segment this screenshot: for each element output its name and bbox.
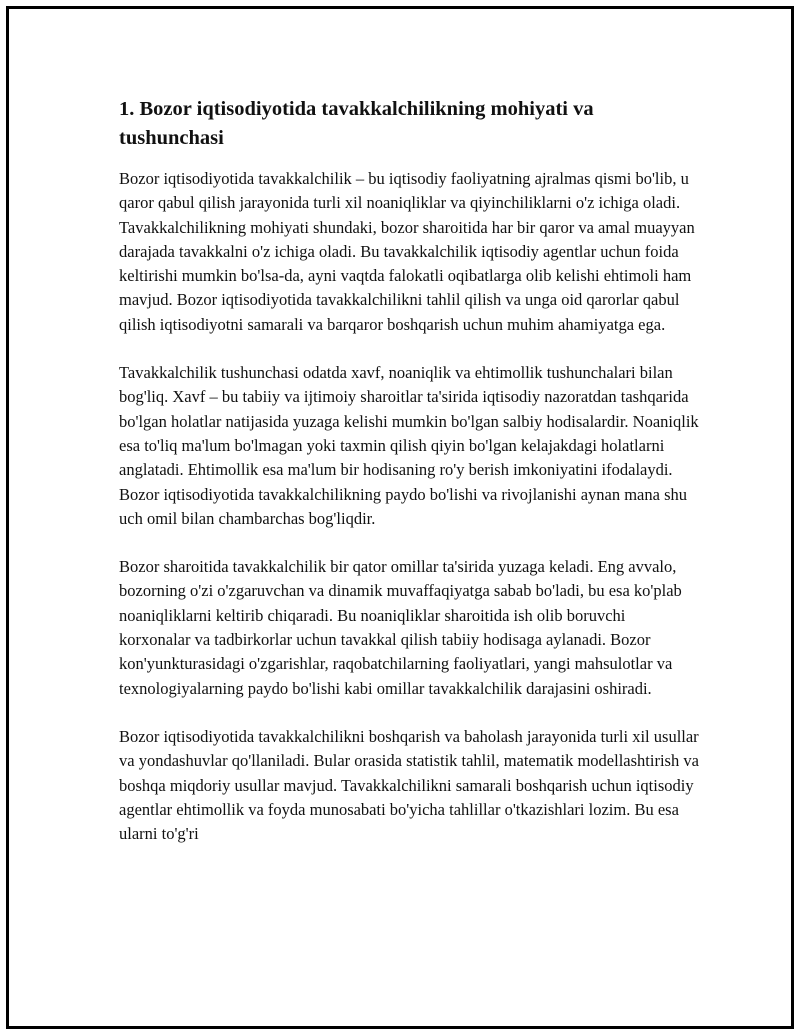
- section-heading: 1. Bozor iqtisodiyotida tavakkalchilikning mohiyati va tushunchasi: [119, 98, 594, 149]
- paragraph-3: Bozor sharoitida tavakkalchilik bir qator omillar ta'sirida yuzaga keladi. Eng avvalo, bozorning o'zi o'zgaruvchan va dinamik muvaffaqiyatga sabab bo'ladi, bu esa ko'plab noaniqliklarni keltirib chiqaradi. Bu noaniqliklar sharoitida ish olib boruvchi korxonalar va tadbirkorlar uchun tavakkal qilish tabiiy hodisaga aylanadi. Bozor kon'yunkturasidagi o'zgarishlar, raqobatchilarning faoliyatlari, yangi mahsulotlar va texnologiyalarning paydo bo'lishi kabi omillar tavakkalchilik darajasini oshiradi.: [119, 557, 682, 698]
- document-page: [6, 6, 794, 1029]
- paragraph-2: Tavakkalchilik tushunchasi odatda xavf, noaniqlik va ehtimollik tushunchalari bilan bog'liq. Xavf – bu tabiiy va ijtimoiy sharoitlar ta'sirida iqtisodiy nazoratdan tashqarida bo'lgan holatlar natijasida yuzaga kelishi mumkin bo'lgan salbiy hodisalardir. Noaniqlik esa to'liq ma'lum bo'lmagan yoki taxmin qilish qiyin bo'lgan kelajakdagi holatlarni anglatadi. Ehtimollik esa ma'lum bir hodisaning ro'y berish imkoniyatini ifodalaydi. Bozor iqtisodiyotida tavakkalchilikning paydo bo'lishi va rivojlanishi aynan mana shu uch omil bilan chambarchas bog'liqdir.: [119, 363, 699, 528]
- document-body: [119, 95, 699, 870]
- paragraph-1: Bozor iqtisodiyotida tavakkalchilik – bu iqtisodiy faoliyatning ajralmas qismi bo'lib, u qaror qabul qilish jarayonida turli xil noaniqliklar va qiyinchiliklarni o'z ichiga oladi. Tavakkalchilikning mohiyati shundaki, bozor sharoitida har bir qaror va amal muayyan darajada tavakkalni o'z ichiga oladi. Bu tavakkalchilik iqtisodiy agentlar uchun foida keltirishi mumkin bo'lsa-da, ayni vaqtda falokatli oqibatlarga olib kelishi ehtimoli ham mavjud. Bozor iqtisodiyotida tavakkalchilikni tahlil qilish va unga oid qarorlar qabul qilish iqtisodiyotni samarali va barqaror boshqarish uchun muhim ahamiyatga ega.: [119, 169, 695, 334]
- paragraph-4: Bozor iqtisodiyotida tavakkalchilikni boshqarish va baholash jarayonida turli xil usullar va yondashuvlar qo'llaniladi. Bular orasida statistik tahlil, matematik modellashtirish va boshqa miqdoriy usullar mavjud. Tavakkalchilikni samarali boshqarish uchun iqtisodiy agentlar ehtimollik va foyda munosabati bo'yicha tahlillar o'tkazishlari lozim. Bu esa ularni to'g'ri: [119, 726, 699, 844]
